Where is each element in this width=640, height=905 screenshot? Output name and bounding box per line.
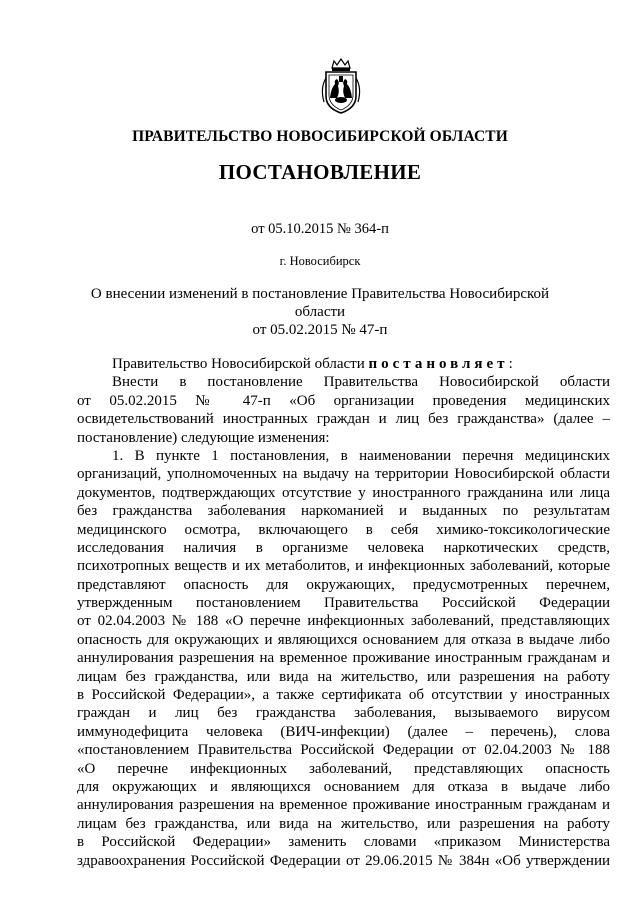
body-line: аннулирования разрешения на временное проживание иностранным гражданам и bbox=[77, 797, 610, 814]
intro-prefix: Правительство Новосибирской области bbox=[112, 356, 369, 372]
body-line: «О перечне инфекционных заболеваний, представляющих опасность bbox=[77, 760, 610, 777]
subject-line: О внесении изменений в постановление Правительства Новосибирской области bbox=[90, 286, 550, 320]
body-line: исследования наличия в организме человека наркотических средств, bbox=[77, 539, 610, 556]
body-line: в Российской Федерации», а также сертификата об отсутствии у иностранных bbox=[77, 687, 610, 704]
body-line: освидетельствований иностранных граждан и лиц без гражданства» (далее – bbox=[77, 411, 610, 428]
body-line: «постановлением Правительства Российской Федерации от 02.04.2003 № 188 bbox=[77, 742, 610, 759]
organization-title: ПРАВИТЕЛЬСТВО НОВОСИБИРСКОЙ ОБЛАСТИ bbox=[132, 128, 508, 145]
body-line: постановление) следующие изменения: bbox=[77, 429, 330, 446]
body-line: от 05.02.2015 № 47-п «Об организации проведения медицинских bbox=[77, 392, 610, 409]
date-number: от 05.10.2015 № 364-п bbox=[251, 221, 389, 237]
subject-line: от 05.02.2015 № 47-п bbox=[252, 322, 388, 338]
body-line: опасность для окружающих и являющихся основанием для отказа в выдаче либо bbox=[77, 631, 610, 648]
body-line: иммунодефицита человека (ВИЧ-инфекции) (далее – перечень), слова bbox=[77, 723, 610, 740]
coat-of-arms-icon bbox=[318, 58, 364, 116]
body-line: в Российской Федерации» заменить словами «приказом Министерства bbox=[77, 834, 610, 851]
intro-paragraph bbox=[77, 355, 610, 373]
body-line: аннулирования разрешения на временное проживание иностранным гражданам и bbox=[77, 650, 610, 667]
intro-spaced-word: постановляет bbox=[368, 356, 509, 372]
body-line: для окружающих и являющихся основанием для отказа в выдаче либо bbox=[77, 778, 610, 795]
document-type-title: ПОСТАНОВЛЕНИЕ bbox=[218, 160, 422, 184]
body-line: документов, подтверждающих отсутствие у иностранного гражданина или лица bbox=[77, 484, 610, 501]
body-line: граждан и лиц без гражданства заболевания, вызываемого вирусом bbox=[77, 705, 610, 722]
body-line: утвержденным постановлением Правительства Российской Федерации bbox=[77, 595, 610, 612]
body-line: представляют опасность для окружающих, предусмотренных перечнем, bbox=[77, 576, 610, 593]
body-line: психотропных веществ и их метаболитов, и инфекционных заболеваний, которые bbox=[77, 558, 610, 575]
body-line: медицинского осмотра, включающего в себя химико-токсикологические bbox=[77, 521, 610, 538]
body-line: лицам без гражданства, или вида на жительство, или разрешения на работу bbox=[77, 815, 610, 832]
city-label: г. Новосибирск bbox=[279, 254, 361, 268]
body-line: лицам без гражданства, или вида на жительство, или разрешения на работу bbox=[77, 668, 610, 685]
intro-suffix: : bbox=[508, 356, 513, 372]
body-line: здравоохранения Российской Федерации от 29.06.2015 № 384н «Об утверждении bbox=[77, 852, 610, 869]
document-subject bbox=[70, 285, 570, 339]
body-line: 1. В пункте 1 постановления, в наименовании перечня медицинских bbox=[112, 447, 610, 464]
body-line: без гражданства заболевания наркоманией и выданных по результатам bbox=[77, 503, 610, 520]
body-line: от 02.04.2003 № 188 «О перечне инфекционных заболеваний, представляющих bbox=[77, 613, 610, 630]
body-line: Внести в постановление Правительства Новосибирской области bbox=[112, 374, 610, 391]
body-line: организаций, уполномоченных на выдачу на территории Новосибирской области bbox=[77, 466, 610, 483]
document-body bbox=[77, 355, 610, 870]
